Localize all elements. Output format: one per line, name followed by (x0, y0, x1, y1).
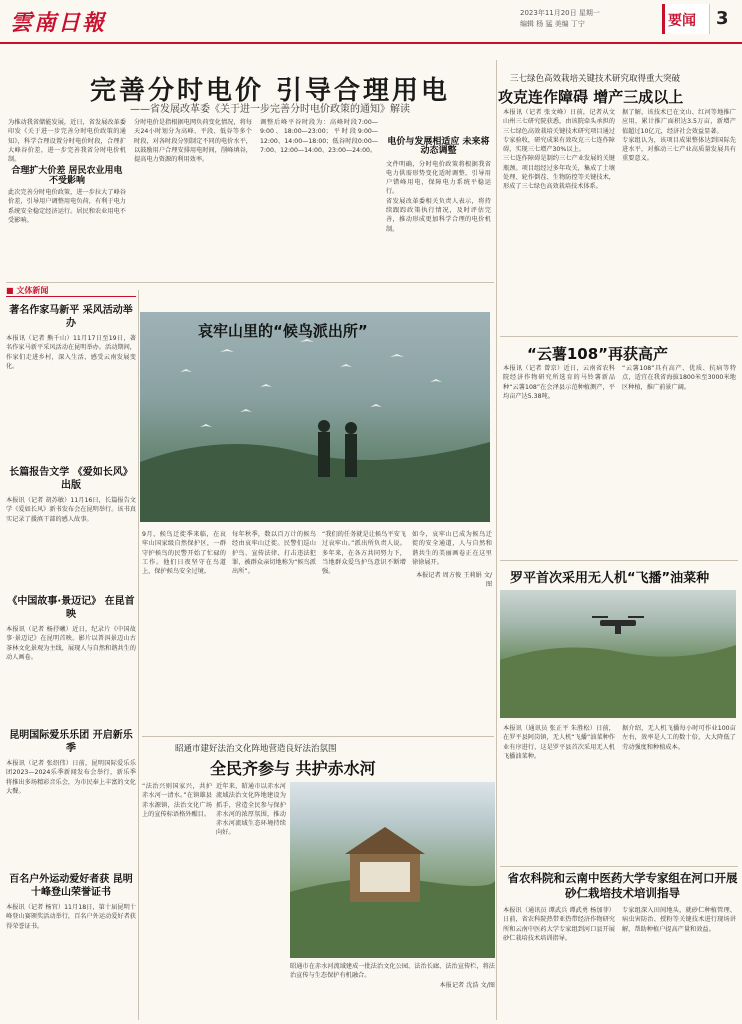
drone-photo (500, 590, 736, 718)
drone-illustration (500, 590, 736, 718)
potato-column-2 (622, 364, 736, 559)
potato-paragraph: “云薯108”具有高产、优质、抗病等特点，适宜在我省海拔1800米至3000米地区种植，推广前景广阔。 (622, 365, 736, 391)
photo-story-column-1 (142, 530, 226, 730)
page-number: 3 (716, 8, 729, 29)
chishui-kicker: 昭通市建好法治文化阵地营造良好法治氛围 (175, 744, 337, 754)
chishui-illustration (290, 782, 495, 958)
culture-column (6, 302, 136, 1020)
masthead-info (520, 8, 660, 30)
culture-paragraph-4: 本报讯（记者 张绍伟）日前，昆明国际爱乐乐团2023—2024乐季新闻发布会举行，新乐季将推出多场精彩音乐会，为市民奉上丰富的文化大餐。 (6, 760, 136, 795)
chishui-column-1 (142, 782, 212, 1018)
sanqi-column-2 (622, 108, 736, 336)
culture-headline-1: 著名作家马新平 采风活动举办 (9, 305, 133, 329)
chishui-paragraph: “法治兴则国家兴，共护赤水河一清水。”在镇雄县赤水源镇，法治文化广场上的宣传标语格外醒目。 (142, 783, 212, 818)
section-name: 要闻 (668, 13, 696, 29)
lead-subhead-1: 合理扩大价差 居民农业用电不受影响 (11, 166, 123, 186)
sanqi-kicker: 三七绿色高效栽培关键技术研究取得重大突破 (510, 74, 681, 84)
culture-headline-4: 昆明国际爱乐乐团 开启新乐季 (9, 730, 133, 754)
tcm-paragraph: 本报讯（通讯员 谭武兵 谭武勇 杨加菲）日前，省农科院热带亚热带经济作物研究所和云南中医药大学专家组到河口县开展砂仁栽培技术培训指导。 (503, 907, 615, 942)
section-divider (500, 336, 738, 337)
photo-illustration (140, 312, 490, 522)
culture-paragraph-1: 本报讯（记者 熊千山）11月17日至19日，著名作家马新平采风活动在昆明举办。活动期间，作家们走进乡村，深入生活，感受云南发展变化。 (6, 335, 136, 370)
photo-story-column-3 (322, 530, 406, 730)
chishui-byline: 本报记者 沈浩 文/图 (439, 981, 495, 989)
drone-paragraph: 据介绍，无人机飞播每小时可作业100亩左右，效率是人工的数十倍，大大降低了劳动强度和种植成本。 (622, 725, 736, 751)
photo-story-column-2 (232, 530, 316, 730)
lead-paragraph: 分时电价是指根据电网负荷变化情况，将每天24小时划分为高峰、平段、低谷等多个时段，对各时段分别制定不同的电价水平，以鼓励用户合理安排用电时间，削峰填谷，提高电力资源的利用效率。 (134, 119, 252, 164)
potato-column-1 (503, 364, 615, 559)
lead-paragraph: 省发展改革委相关负责人表示，将持续跟踪政策执行情况，及时评估完善，推动形成更加科学合理的电价机制。 (386, 197, 491, 233)
lead-paragraph: 此次完善分时电价政策，进一步拉大了峰谷价差，引导用户调整用电负荷，有利于电力系统安全稳定经济运行。居民和农业用电不受影响。 (8, 189, 126, 224)
lead-paragraph: 文件明确，分时电价政策将根据我省电力供需形势变化适时调整，引导用户错峰用电，保障电力系统平稳运行。 (386, 160, 491, 196)
drone-column-1 (503, 724, 615, 864)
chishui-photo (290, 782, 495, 958)
lead-column-1 (8, 118, 126, 278)
tcm-headline: 省农科院和云南中医药大学专家组在河口开展砂仁栽培技术培训指导 (507, 871, 738, 900)
chishui-paragraph: 近年来，昭通市以赤水河流域法治文化阵地建设为抓手，营造全民参与保护赤水河的浓厚氛围，推动赤水河流域生态环境持续向好。 (216, 783, 286, 837)
culture-headline-2: 长篇报告文学 《爱如长风》出版 (9, 467, 133, 491)
section-divider (142, 736, 494, 737)
newspaper-logo: 雲南日報 (10, 10, 107, 36)
culture-tag-icon: ■ (6, 286, 17, 295)
chishui-column-2 (216, 782, 286, 1018)
drone-paragraph: 本报讯（通讯员 张正平 朱胜松）日前，在罗平县阿岗镇，无人机“飞播”油菜种作业有序进行，这是罗平县首次采用无人机飞播油菜种。 (503, 725, 615, 760)
lead-subhead-2: 电价与发展相适应 未来将动态调整 (387, 137, 490, 157)
culture-tag-label: 文体新闻 (16, 286, 49, 295)
lead-paragraph: 调整后峰平谷时段为：高峰时段7:00—9:00、18:00—23:00；平时段9:00—12:00、14:00—18:00；低谷时段0:00—7:00、12:00—14:00、23:00—24:00。 (260, 119, 378, 154)
culture-paragraph-5: 本报讯（记者 杨官）11月18日，第十届昆明十峰登山赛颁奖活动举行，百名户外运动爱好者获得荣誉证书。 (6, 904, 136, 930)
column-divider (138, 290, 139, 1020)
photo-story-paragraph: 如今，哀牢山已成为候鸟迁徙的安全通道，人与自然和谐共生的美丽画卷正在这里徐徐展开。 (412, 531, 492, 566)
photo-story-paragraph: 9月，候鸟迁徙季来临，在哀牢山国家级自然保护区，一群守护候鸟的民警开始了忙碌的工作。他们日夜坚守在鸟道上，保护候鸟安全过境。 (142, 531, 226, 576)
lead-subheadline: ——省发展改革委《关于进一步完善分时电价政策的通知》解读 (130, 104, 410, 115)
tcm-column-2 (622, 906, 736, 1018)
photo-story-paragraph: “我们的任务就是让候鸟平安飞过哀牢山。”派出所负责人说。多年来，在各方共同努力下，当地群众爱鸟护鸟意识不断增强。 (322, 531, 406, 576)
section-divider (500, 866, 738, 867)
drone-headline: 罗平首次采用无人机“飞播”油菜种 (510, 571, 710, 586)
photo-story-paragraph: 每年秋季，数以百万计的候鸟经由哀牢山迁徙。民警们巡山护鸟、宣传法律、打击违法犯罪，被群众亲切地称为“候鸟派出所”。 (232, 531, 316, 576)
chishui-headline: 全民齐参与 共护赤水河 (210, 759, 376, 778)
potato-headline: “云薯108”再获高产 (527, 345, 669, 363)
tcm-column-1 (503, 906, 615, 1018)
section-divider (500, 560, 738, 561)
culture-headline-3: 《中国故事·景迈记》 在昆首映 (7, 596, 135, 620)
photo-story-headline: 哀牢山里的“候鸟派出所” (198, 322, 368, 340)
culture-paragraph-2: 本报讯（记者 胡苏敏）11月16日，长篇报告文学《爱如长风》新书发布会在昆明举行。该书真实记录了援滇干部的感人故事。 (6, 497, 136, 523)
drone-column-2 (622, 724, 736, 864)
aolao-mountain-photo (140, 312, 490, 522)
photo-story-byline: 本报记者 周方俊 王莉娟 文/图 (415, 572, 492, 589)
sanqi-paragraph: 本报讯（记者 张文峰）日前，记者从文山州三七研究院获悉，由该院牵头承担的三七绿色高效栽培关键技术研究项目通过专家验收，研究成果有效攻克三七连作障碍，实现三七增产30%以上。 (503, 109, 615, 154)
section-divider (6, 282, 494, 283)
photo-story-column-4 (412, 530, 492, 730)
culture-section-tag (6, 285, 136, 297)
potato-paragraph: 本报讯（记者 曾京）近日，云南省农科院经济作物研究所选育的马铃薯新品种“云薯108”在会泽县示范种植测产，平均亩产达5.38吨。 (503, 365, 615, 400)
sanqi-column-1 (503, 108, 615, 336)
issue-date: 2023年11月20日 星期一 (520, 9, 600, 17)
sanqi-paragraph: 三七连作障碍是制约三七产业发展的关键瓶颈。项目组经过多年攻关，集成了土壤处理、轮作倒茬、生物防控等关键技术，形成了三七绿色高效栽培技术体系。 (503, 155, 615, 191)
editor-credit: 编辑 杨 猛 美编 丁宁 (520, 20, 585, 28)
culture-headline-5: 百名户外运动爱好者获 昆明十峰登山荣誉证书 (9, 874, 133, 898)
tcm-paragraph: 专家组深入田间地头，就砂仁种植管理、病虫害防治、授粉等关键技术进行现场讲解，帮助种植户提高产量和效益。 (622, 907, 736, 933)
chishui-column-3 (290, 962, 495, 1018)
sanqi-paragraph: 据了解，该技术已在文山、红河等地推广应用，累计推广面积达3.5万亩，新增产值超过10亿元，经济社会效益显著。 (622, 109, 736, 135)
lead-paragraph: 为推动我省储能发展，近日，省发展改革委印发《关于进一步完善分时电价政策的通知》，科学合理设置分时电价时段，合理扩大峰谷价差，进一步完善我省分时电价机制。 (8, 119, 126, 164)
lead-column-4 (386, 118, 491, 278)
lead-column-3 (260, 118, 378, 278)
sanqi-paragraph: 专家组认为，该项目成果整体达到国际先进水平，对推动三七产业高质量发展具有重要意义。 (622, 136, 736, 163)
lead-headline: 完善分时电价 引导合理用电 (90, 76, 451, 106)
culture-paragraph-3: 本报讯（记者 杨抒曦）近日，纪录片《中国故事·景迈记》在昆明首映。影片以普洱景迈山古茶林文化景观为主线，展现人与自然和谐共生的动人画卷。 (6, 626, 136, 661)
column-divider (496, 60, 497, 1020)
chishui-paragraph: 昭通市在赤水河流域建成一批法治文化公园、法治长廊、法治宣传栏，将法治宣传与生态保护有机融合。 (290, 963, 495, 980)
sanqi-headline: 攻克连作障碍 增产三成以上 (498, 88, 684, 106)
lead-column-2 (134, 118, 252, 278)
